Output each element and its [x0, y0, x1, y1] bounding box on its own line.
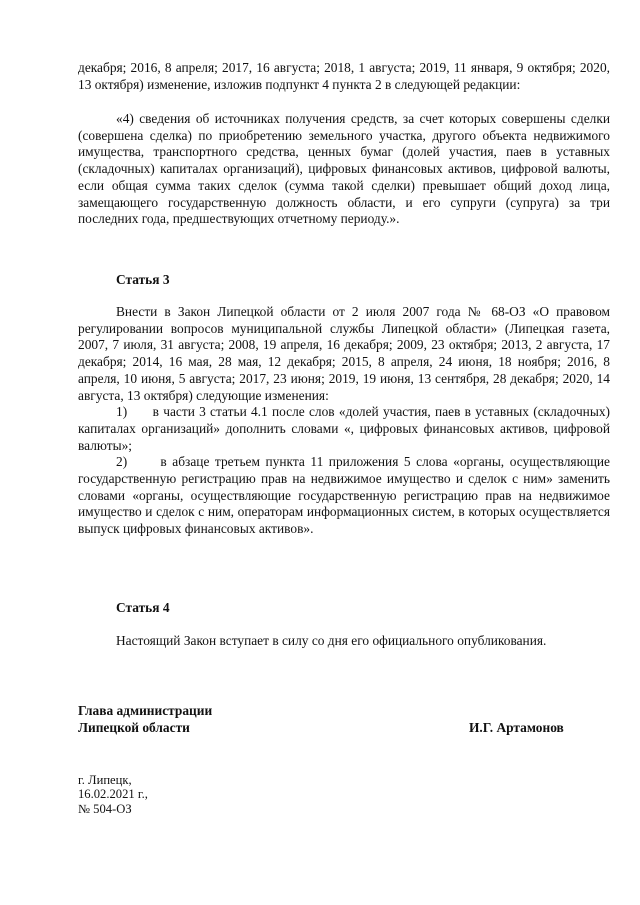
- article-4-body: [78, 633, 610, 650]
- signatory-name: И.Г. Артамонов: [469, 720, 564, 735]
- article-3-intro: Внести в Закон Липецкой области от 2 июля 2007 года № 68-ОЗ «О правовом регулировании вопросов муниципальной службы Липецкой области» (Липецкая газета, 2007, 7 июля, 31 августа; 2008, 19 апреля, 16 декабря; 2009, 23 октября; 2013, 2 августа, 17 декабря; 2014, 16 мая, 28 мая, 12 декабря; 2015, 8 апреля, 24 июня, 18 ноября; 2016, 8 апреля, 10 июня, 5 августа; 2017, 23 июня; 2019, 19 июня, 13 сентября, 28 декабря; 2020, 14 августа, 13 октября) следующие изменения:: [78, 304, 610, 403]
- paragraph-continuation: [78, 60, 610, 93]
- article-3-item-2: 2) в абзаце третьем пункта 11 приложения 5 слова «органы, осуществляющие государственную регистрацию прав на недвижимое имущество и сделок с ним» заменить словами «органы, осуществляющие государственную регистрацию прав на недвижимое имущество и сделок с ним, операторам информационных систем, в которых осуществляется выпуск цифровых финансовых активов».: [78, 454, 610, 537]
- signatory-position: [78, 703, 212, 736]
- document-city: г. Липецк,: [78, 773, 132, 787]
- continuation-text: декабря; 2016, 8 апреля; 2017, 16 августа; 2018, 1 августа; 2019, 11 января, 9 октября; 2020, 13 октября) изменение, изложив подпункт 4 пункта 2 в следующей редакции:: [78, 60, 610, 92]
- article-3-heading: Статья 3: [116, 272, 170, 287]
- article-3-item-1: 1) в части 3 статьи 4.1 после слов «долей участия, паев в уставных (складочных) капиталах организаций» дополнить словами «, цифровых финансовых активов, цифровой валюты»;: [78, 404, 610, 453]
- article-4-text: Настоящий Закон вступает в силу со дня его официального опубликования.: [116, 633, 547, 648]
- signatory-position-line-1: Глава администрации: [78, 703, 213, 718]
- document-number: № 504-ОЗ: [78, 801, 132, 816]
- quoted-subparagraph: [78, 111, 610, 228]
- article-4-heading: Статья 4: [116, 600, 170, 615]
- quoted-subparagraph-text: «4) сведения об источниках получения средств, за счет которых совершены сделки (совершена сделка) по приобретению земельного участка, другого объекта недвижимого имущества, транспортного средства, ценных бумаг (долей участия, паев в уставных (складочных) капиталах организаций), цифровых финансовых активов, цифровой валюты, если общая сумма таких сделок (сумма такой сделки) превышает общий доход лица, замещающего государственную должность области, и его супруги (супруга) за три последних года, предшествующих отчетному периоду.».: [78, 111, 610, 227]
- document-date: 16.02.2021 г.,: [78, 787, 148, 802]
- document-details: [78, 773, 148, 816]
- signatory-position-line-2: Липецкой области: [78, 719, 190, 735]
- article-3-body: [78, 304, 610, 538]
